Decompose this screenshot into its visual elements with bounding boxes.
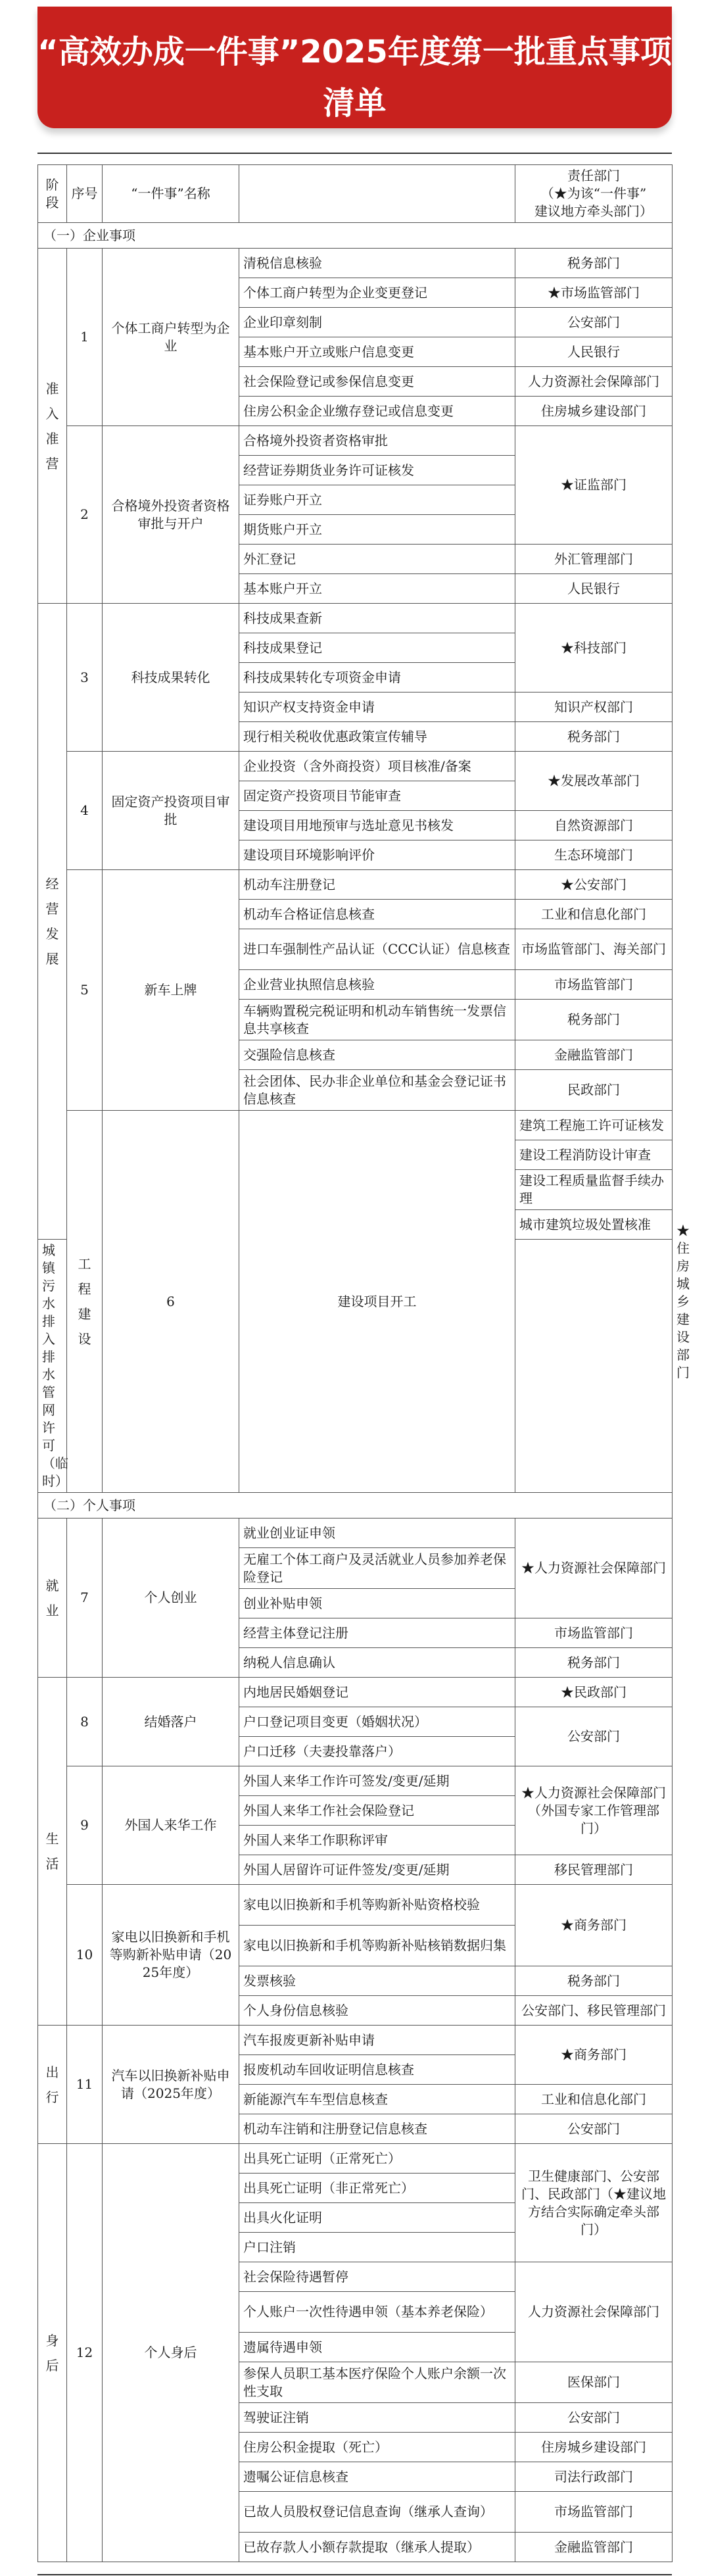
service-cell: 外国人来华工作职称评审 (239, 1826, 515, 1855)
service-cell: 社会保险登记或参保信息变更 (239, 367, 515, 397)
title-line-1: “高效办成一件事”2025年度第一批重点事项 (37, 34, 672, 70)
service-cell: 户口迁移（夫妻投靠落户） (239, 1737, 515, 1766)
dept-cell: 住房城乡建设部门 (515, 2433, 673, 2462)
items-table: 阶段 序号 “一件事”名称 责任部门 （★为该“一件事” 建议地方牵头部门） （一）企业事项 准 入 准 营 1 个体工商户转型为企业 清税信息核验 税务部门 个体工商户转型为企业变更登记 ★市场监管部门 企业印章刻制 公安部门 基本账户开立或账户信息变更 人民银行 社会保险登记或参保信息变更 人力资源社会保障部门 住房公积金企业缴存登记或信息变更 住房城乡建设部门 2 合格境外投资者资格审批与开户 合格境外投资者资格审批 ★证监部门 经营证券期货业务许可证核发 证券账户开立 期货账户开立 外汇登记 外汇管理部门 基本账户开立 人民银行 经 营 发 展 3 科技成果转化 科技成果查新 ★科技部门 科技成果登记 科技成果转化专项资金申请 知识产权支持资金申请 知识产权部门 现行相关税收优惠政策宣传辅导 税务部门 4 固定资产投资项目审批 企业投资（含外商投资）项目核准/备案 ★发展改革部门 固定资产投资项目节能审查 建设项目用地预审与选址意见书核发 自然资源部门 建设项目环境影响评价 生态环境部门 5 新车上牌 机动车注册登记 ★公安部门 机动车合格证信息核查 工业和信息化部门 进口车强制性产品认证（CCC认证）信息核查 市场监管部门、海关部门 企业营业执照信息核验 市场监管部门 车辆购置税完税证明和机动车销售统一发票信息共享核查 税务部门 交强险信息核查 金融监管部门 社会团体、民办非企业单位和基金会登记证书信息核查 民政部门 工 程 建 设 6 建设项目开工 建筑工程施工许可证核发 ★住房城乡建设部门 建设工程消防设计审查 建设工程质量监督手续办理 城市建筑垃圾处置核准 城镇污水排入排水管网许可（临时） （二）个人事项 就 业 7 个人创业 就业创业证申领 ★人力资源社会保障部门 无雇工个体工商户及灵活就业人员参加养老保险登记 创业补贴申领 经营主体登记注册 市场监管部门 纳税人信息确认 税务部门 生 活 8 结婚落户 内地居民婚姻登记 ★民政部门 户口登记项目变更（婚姻状况） 公安部门 户口迁移（夫妻投靠落户） 9 外国人来华工作 外国人来华工作许可签发/变更/延期 ★人力资源社会保障部门（外国专家工作管理部门） 外国人来华工作社会保险登记 外国人来华工作职称评审 外国人居留许可证件签发/变更/延期 移民管理部门 10 家电以旧换新和手机等购新补贴申请（2025年度） 家电以旧换新和手机等购新补贴资格校验 ★商务部门 家电以旧换新和手机等购新补贴核销数据归集 发票核验 税务部门 个人身份信息核验 公安部门、移民管理部门 出 行 11 汽车以旧换新补贴申请（2025年度） 汽车报废更新补贴申请 ★商务部门 报废机动车回收证明信息核查 新能源汽车车型信息核查 工业和信息化部门 机动车注销和注册登记信息核查 公安部门 身 后 12 个人身后 出具死亡证明（正常死亡） 卫生健康部门、公安部门、民政部门（★建议地方结合实际确定牵头部门） 出具死亡证明（非正常死亡） 出具火化证明 户口注销 社会保险待遇暂停 人力资源社会保障部门 个人账户一次性待遇申领（基本养老保险） 遗属待遇申领 参保人员职工基本医疗保险个人账户余额一次性支取 医保部门 驾驶证注销 公安部门 住房公积金提取（死亡） 住房城乡建设部门 遗嘱公证信息核查 司法行政部门 已故人员股权登记信息查询（继承人查询） 市场监管部门 已故存款人小额存款提取（继承人提取） 金融监管部门 (37, 164, 673, 2562)
dept-cell: 民政部门 (515, 1070, 673, 1111)
item-no: 8 (67, 1678, 103, 1766)
service-cell: 城市建筑垃圾处置核准 (515, 1210, 673, 1240)
item-no: 7 (67, 1519, 103, 1678)
item-no: 5 (67, 870, 103, 1111)
dept-cell: 工业和信息化部门 (515, 2085, 673, 2114)
item-no: 6 (103, 1111, 239, 1493)
service-cell: 合格境外投资者资格审批 (239, 426, 515, 456)
dept-cell: 金融监管部门 (515, 1040, 673, 1070)
service-cell: 企业印章刻制 (239, 308, 515, 337)
service-cell: 社会保险待遇暂停 (239, 2262, 515, 2292)
item-name: 汽车以旧换新补贴申请（2025年度） (103, 2026, 239, 2144)
service-cell: 已故人员股权登记信息查询（继承人查询） (239, 2492, 515, 2533)
dept-cell: ★证监部门 (515, 426, 673, 545)
dept-cell: 工业和信息化部门 (515, 900, 673, 929)
header-dept (515, 165, 673, 223)
dept-cell: ★民政部门 (515, 1678, 673, 1707)
service-cell: 外国人来华工作社会保险登记 (239, 1796, 515, 1826)
service-cell: 车辆购置税完税证明和机动车销售统一发票信息共享核查 (239, 1000, 515, 1040)
dept-cell: ★科技部门 (515, 604, 673, 693)
service-cell: 交强险信息核查 (239, 1040, 515, 1070)
service-cell: 科技成果登记 (239, 633, 515, 663)
dept-cell: 移民管理部门 (515, 1855, 673, 1885)
item-name: 结婚落户 (103, 1678, 239, 1766)
header-row (38, 165, 673, 223)
dept-cell: 税务部门 (515, 1648, 673, 1678)
header-services (239, 165, 515, 223)
service-cell: 经营证券期货业务许可证核发 (239, 456, 515, 485)
dept-cell: 生态环境部门 (515, 840, 673, 870)
item-no: 11 (67, 2026, 103, 2144)
stage-label: 就 业 (38, 1519, 67, 1678)
dept-cell: 医保部门 (515, 2362, 673, 2403)
service-cell: 科技成果转化专项资金申请 (239, 663, 515, 693)
item-no: 3 (67, 604, 103, 752)
dept-cell: 公安部门 (515, 308, 673, 337)
service-cell: 户口登记项目变更（婚姻状况） (239, 1707, 515, 1737)
dept-cell: 税务部门 (515, 1966, 673, 1996)
dept-cell: 公安部门 (515, 1707, 673, 1766)
dept-cell: 知识产权部门 (515, 693, 673, 722)
dept-cell: 人民银行 (515, 574, 673, 604)
service-cell: 就业创业证申领 (239, 1519, 515, 1548)
dept-cell: 人民银行 (515, 337, 673, 367)
dept-cell: ★人力资源社会保障部门 (515, 1519, 673, 1618)
service-cell: 家电以旧换新和手机等购新补贴核销数据归集 (239, 1926, 515, 1966)
service-cell: 证券账户开立 (239, 485, 515, 515)
stage-label: 出 行 (38, 2026, 67, 2144)
dept-cell: 人力资源社会保障部门 (515, 367, 673, 397)
item-name: 合格境外投资者资格审批与开户 (103, 426, 239, 604)
item-name: 固定资产投资项目审批 (103, 752, 239, 870)
item-no: 4 (67, 752, 103, 870)
service-cell: 清税信息核验 (239, 249, 515, 278)
section-label: （二）个人事项 (38, 1493, 673, 1519)
header-stage: 阶段 (38, 165, 67, 223)
dept-cell: ★商务部门 (515, 1885, 673, 1966)
service-cell: 驾驶证注销 (239, 2403, 515, 2433)
dept-cell: ★人力资源社会保障部门（外国专家工作管理部门） (515, 1766, 673, 1855)
service-cell: 报废机动车回收证明信息核查 (239, 2055, 515, 2085)
service-cell: 个体工商户转型为企业变更登记 (239, 278, 515, 308)
header-no: 序号 (67, 165, 103, 223)
header-name: “一件事”名称 (103, 165, 239, 223)
service-cell: 遗属待遇申领 (239, 2333, 515, 2362)
service-cell: 外国人来华工作许可签发/变更/延期 (239, 1766, 515, 1796)
dept-cell: 外汇管理部门 (515, 545, 673, 574)
service-cell: 住房公积金企业缴存登记或信息变更 (239, 397, 515, 426)
dept-cell: 市场监管部门 (515, 970, 673, 1000)
header-dept-line1: 责任部门 (567, 168, 620, 183)
section-row-personal (38, 1493, 673, 1519)
service-cell: 建设工程质量监督手续办理 (515, 1170, 673, 1210)
service-cell: 个人账户一次性待遇申领（基本养老保险） (239, 2292, 515, 2333)
service-cell: 基本账户开立或账户信息变更 (239, 337, 515, 367)
dept-cell: 住房城乡建设部门 (515, 397, 673, 426)
dept-cell: 公安部门 (515, 2114, 673, 2144)
service-cell: 现行相关税收优惠政策宣传辅导 (239, 722, 515, 752)
service-cell: 企业营业执照信息核验 (239, 970, 515, 1000)
service-cell: 知识产权支持资金申请 (239, 693, 515, 722)
service-cell: 科技成果查新 (239, 604, 515, 633)
service-cell: 个人身份信息核验 (239, 1996, 515, 2026)
dept-cell: ★市场监管部门 (515, 278, 673, 308)
service-cell: 出具死亡证明（正常死亡） (239, 2144, 515, 2174)
item-no: 1 (67, 249, 103, 426)
service-cell: 遗嘱公证信息核查 (239, 2462, 515, 2492)
service-cell: 纳税人信息确认 (239, 1648, 515, 1678)
service-cell: 外国人居留许可证件签发/变更/延期 (239, 1855, 515, 1885)
dept-cell: 市场监管部门 (515, 2492, 673, 2533)
service-cell: 家电以旧换新和手机等购新补贴资格校验 (239, 1885, 515, 1926)
list-sheet (37, 153, 690, 2575)
service-cell: 建筑工程施工许可证核发 (515, 1111, 673, 1140)
item-name: 个人创业 (103, 1519, 239, 1678)
service-cell: 机动车注册登记 (239, 870, 515, 900)
item-no: 2 (67, 426, 103, 604)
stage-label: 准 入 准 营 (38, 249, 67, 604)
item-name: 建设项目开工 (239, 1111, 515, 1493)
dept-cell: 公安部门、移民管理部门 (515, 1996, 673, 2026)
service-cell: 基本账户开立 (239, 574, 515, 604)
service-cell: 机动车合格证信息核查 (239, 900, 515, 929)
item-no: 10 (67, 1885, 103, 2026)
service-cell: 城镇污水排入排水管网许可（临时） (38, 1240, 67, 1493)
dept-cell: 市场监管部门 (515, 1618, 673, 1648)
service-cell: 机动车注销和注册登记信息核查 (239, 2114, 515, 2144)
title-line-2: 清单 (323, 85, 387, 122)
dept-cell: 税务部门 (515, 1000, 673, 1040)
service-cell: 新能源汽车车型信息核查 (239, 2085, 515, 2114)
stage-label: 身 后 (38, 2144, 67, 2562)
item-name: 新车上牌 (103, 870, 239, 1111)
dept-cell: 卫生健康部门、公安部门、民政部门（★建议地方结合实际确定牵头部门） (515, 2144, 673, 2262)
service-cell: 建设项目环境影响评价 (239, 840, 515, 870)
item-name: 外国人来华工作 (103, 1766, 239, 1885)
service-cell: 建设项目用地预审与选址意见书核发 (239, 811, 515, 840)
service-cell: 住房公积金提取（死亡） (239, 2433, 515, 2462)
service-cell: 经营主体登记注册 (239, 1618, 515, 1648)
item-name: 科技成果转化 (103, 604, 239, 752)
service-cell: 出具死亡证明（非正常死亡） (239, 2174, 515, 2203)
service-cell: 建设工程消防设计审查 (515, 1140, 673, 1170)
dept-cell: ★公安部门 (515, 870, 673, 900)
header-dept-line3: 建议地方牵头部门） (534, 203, 653, 219)
service-cell: 企业投资（含外商投资）项目核准/备案 (239, 752, 515, 781)
dept-cell: 公安部门 (515, 2403, 673, 2433)
service-cell: 期货账户开立 (239, 515, 515, 545)
stage-label: 生 活 (38, 1678, 67, 2026)
dept-cell: 市场监管部门、海关部门 (515, 929, 673, 970)
section-row-enterprise (38, 223, 673, 249)
service-cell: 户口注销 (239, 2233, 515, 2262)
item-name: 个人身后 (103, 2144, 239, 2562)
service-cell: 发票核验 (239, 1966, 515, 1996)
dept-cell: 税务部门 (515, 249, 673, 278)
title-banner (37, 7, 672, 128)
dept-cell: 自然资源部门 (515, 811, 673, 840)
service-cell: 固定资产投资项目节能审查 (239, 781, 515, 811)
stage-label: 经 营 发 展 (38, 604, 67, 1240)
service-cell: 创业补贴申领 (239, 1589, 515, 1618)
service-cell: 无雇工个体工商户及灵活就业人员参加养老保险登记 (239, 1548, 515, 1589)
dept-cell: 人力资源社会保障部门 (515, 2262, 673, 2362)
service-cell: 内地居民婚姻登记 (239, 1678, 515, 1707)
service-cell: 已故存款人小额存款提取（继承人提取） (239, 2533, 515, 2562)
service-cell: 社会团体、民办非企业单位和基金会登记证书信息核查 (239, 1070, 515, 1111)
service-cell: 参保人员职工基本医疗保险个人账户余额一次性支取 (239, 2362, 515, 2403)
item-no: 9 (67, 1766, 103, 1885)
dept-cell: 司法行政部门 (515, 2462, 673, 2492)
service-cell: 出具火化证明 (239, 2203, 515, 2233)
dept-cell: ★商务部门 (515, 2026, 673, 2085)
dept-cell: ★发展改革部门 (515, 752, 673, 811)
item-name: 家电以旧换新和手机等购新补贴申请（2025年度） (103, 1885, 239, 2026)
header-dept-line2: （★为该“一件事” (540, 185, 647, 201)
section-label: （一）企业事项 (38, 223, 673, 249)
service-cell: 进口车强制性产品认证（CCC认证）信息核查 (239, 929, 515, 970)
service-cell: 外汇登记 (239, 545, 515, 574)
item-name: 个体工商户转型为企业 (103, 249, 239, 426)
service-cell: 汽车报废更新补贴申请 (239, 2026, 515, 2055)
stage-label: 工 程 建 设 (67, 1111, 103, 1493)
item-no: 12 (67, 2144, 103, 2562)
dept-cell: 税务部门 (515, 722, 673, 752)
dept-cell: 金融监管部门 (515, 2533, 673, 2562)
